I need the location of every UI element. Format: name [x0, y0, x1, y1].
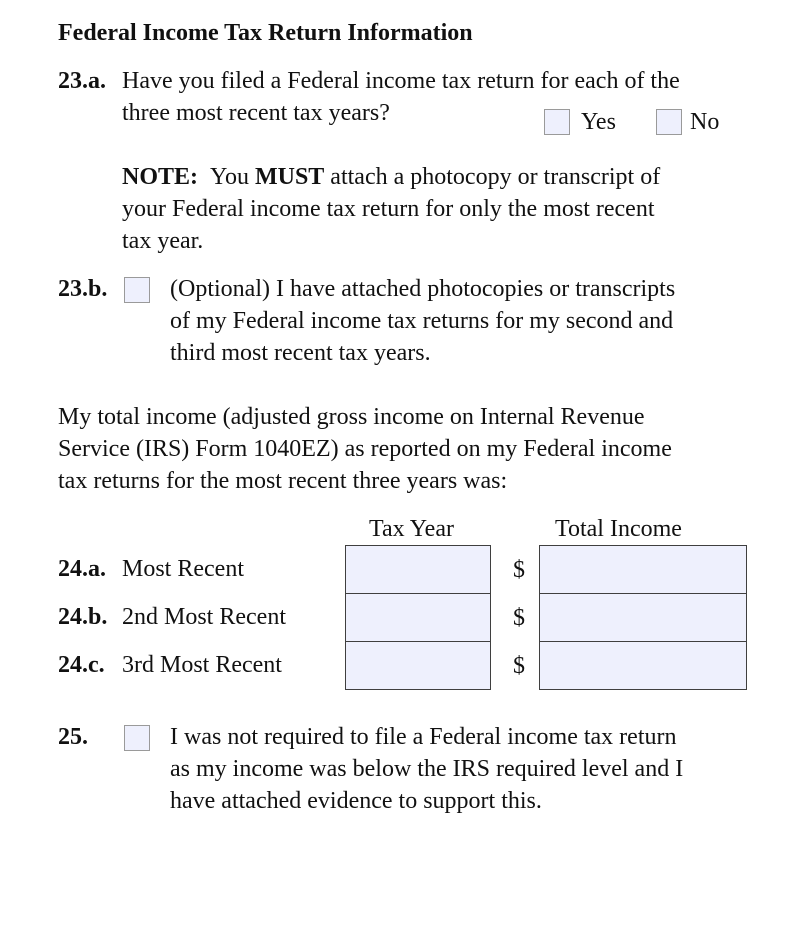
- intro-line3: tax returns for the most recent three years was:: [58, 468, 508, 494]
- dollar-sign: $: [513, 557, 525, 583]
- section-title: Federal Income Tax Return Information: [58, 20, 473, 46]
- row-24b-label: 2nd Most Recent: [122, 604, 286, 630]
- question-23a-text-line1: Have you filed a Federal income tax return for each of the: [122, 68, 680, 94]
- note-line1: [122, 161, 660, 193]
- dollar-sign: $: [513, 653, 525, 679]
- question-23a-text-line2: three most recent tax years?: [122, 100, 390, 126]
- total-income-field-3rd-most-recent[interactable]: [539, 641, 747, 690]
- question-23b-number: 23.b.: [58, 276, 108, 302]
- question-23b-line1: (Optional) I have attached photocopies or transcripts: [170, 276, 676, 302]
- question-23a-number: 23.a.: [58, 68, 106, 94]
- question-25-line2: as my income was below the IRS required level and I: [170, 756, 684, 782]
- optional-attached-checkbox[interactable]: [124, 277, 150, 303]
- no-checkbox[interactable]: [656, 109, 682, 135]
- note-you: You: [210, 164, 249, 190]
- intro-line1: My total income (adjusted gross income on Internal Revenue: [58, 404, 645, 430]
- yes-label: Yes: [581, 109, 616, 135]
- note-rest: attach a photocopy or transcript of: [330, 164, 661, 190]
- question-23b-line2: of my Federal income tax returns for my second and: [170, 308, 674, 334]
- question-25-line1: I was not required to file a Federal income tax return: [170, 724, 677, 750]
- row-24a-number: 24.a.: [58, 556, 106, 582]
- note-line2: your Federal income tax return for only the most recent: [122, 196, 655, 222]
- tax-year-field-most-recent[interactable]: [345, 545, 491, 594]
- row-24b-number: 24.b.: [58, 604, 108, 630]
- question-25-line3: have attached evidence to support this.: [170, 788, 542, 814]
- intro-line2: Service (IRS) Form 1040EZ) as reported on my Federal income: [58, 436, 672, 462]
- note-label: NOTE:: [122, 164, 199, 190]
- row-24c-label: 3rd Most Recent: [122, 652, 282, 678]
- total-income-field-most-recent[interactable]: [539, 545, 747, 594]
- tax-year-field-2nd-most-recent[interactable]: [345, 593, 491, 642]
- note-must: MUST: [254, 164, 325, 190]
- no-label: No: [690, 109, 720, 135]
- note-line3: tax year.: [122, 228, 204, 254]
- question-25-number: 25.: [58, 724, 88, 750]
- not-required-checkbox[interactable]: [124, 725, 150, 751]
- row-24a-label: Most Recent: [122, 556, 244, 582]
- dollar-sign: $: [513, 605, 525, 631]
- row-24c-number: 24.c.: [58, 652, 105, 678]
- total-income-field-2nd-most-recent[interactable]: [539, 593, 747, 642]
- yes-checkbox[interactable]: [544, 109, 570, 135]
- column-header-total-income: Total Income: [555, 516, 682, 542]
- tax-year-field-3rd-most-recent[interactable]: [345, 641, 491, 690]
- column-header-tax-year: Tax Year: [369, 516, 454, 542]
- question-23b-line3: third most recent tax years.: [170, 340, 431, 366]
